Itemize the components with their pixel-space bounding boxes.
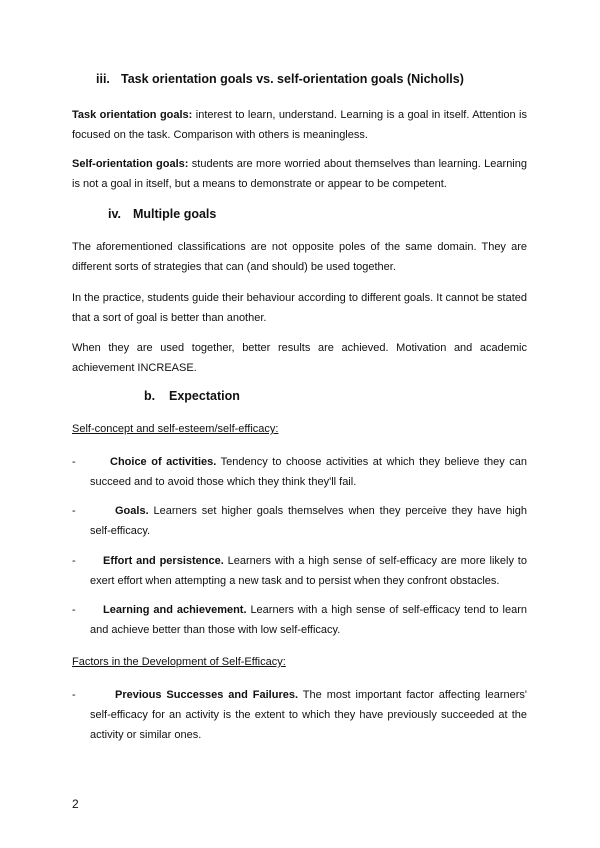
heading-task-vs-self-orientation [96, 72, 464, 86]
list-bullet: - [72, 505, 76, 517]
paragraph-used-together: When they are used together, better results are achieved. Motivation and academic achievement INCREASE. [72, 342, 527, 374]
definition-text: students are more worried about themselves than learning. Learning is not a goal in itself, but a means to demonstrate or appear to be competent. [72, 158, 527, 190]
heading-number: b. [144, 389, 156, 403]
list-item-text: Learners set higher goals themselves when they perceive they have high self-efficacy. [90, 505, 527, 537]
heading-number: iii. [96, 72, 110, 86]
paragraph-task-orientation [72, 105, 527, 145]
page-number: 2 [72, 797, 79, 811]
list-item-text: Learners with a high sense of self-efficacy are more likely to exert effort when attempting a new task and to persist when they confront obstacles. [90, 555, 527, 587]
heading-multiple-goals [108, 207, 216, 221]
list-item-effort-persistence [90, 551, 527, 591]
list-item-term: Goals. [115, 505, 149, 517]
subheading-factors: Factors in the Development of Self-Efficacy: [72, 656, 286, 668]
list-bullet: - [72, 689, 76, 701]
list-item-previous-successes [90, 685, 527, 745]
subheading-self-concept: Self-concept and self-esteem/self-efficacy: [72, 423, 279, 435]
list-item-text: The most important factor affecting learners' self-efficacy for an activity is the extent to which they have previously succeeded at the activity or similar ones. [90, 689, 527, 741]
list-bullet: - [72, 555, 76, 567]
list-bullet: - [72, 604, 76, 616]
heading-text: Task orientation goals vs. self-orientation goals (Nicholls) [121, 72, 464, 86]
paragraph-classifications: The aforementioned classifications are not opposite poles of the same domain. They are different sorts of strategies that can (and should) be used together. [72, 241, 527, 273]
list-item-text: Learners with a high sense of self-efficacy tend to learn and achieve better than those with low self-efficacy. [90, 604, 527, 636]
list-item-term: Learning and achievement. [103, 604, 247, 616]
term-task-orientation: Task orientation goals: [72, 109, 193, 121]
list-item-term: Effort and persistence. [103, 555, 224, 567]
list-item-term: Choice of activities. [110, 456, 217, 468]
list-item-learning-achievement [90, 600, 527, 640]
heading-text: Expectation [169, 389, 240, 403]
list-bullet: - [72, 456, 76, 468]
paragraph-self-orientation [72, 154, 527, 194]
heading-text: Multiple goals [133, 207, 217, 221]
list-item-choice-of-activities [90, 452, 527, 492]
definition-text: interest to learn, understand. Learning is a goal in itself. Attention is focused on the task. Comparison with others is meaningless. [72, 109, 528, 141]
paragraph-in-practice: In the practice, students guide their behaviour according to different goals. It cannot be stated that a sort of goal is better than another. [72, 292, 527, 324]
term-self-orientation: Self-orientation goals: [72, 158, 189, 170]
heading-expectation [144, 389, 240, 403]
list-item-goals [90, 501, 527, 541]
heading-number: iv. [108, 207, 121, 221]
list-item-term: Previous Successes and Failures. [115, 689, 299, 701]
list-item-text: Tendency to choose activities at which they believe they can succeed and to avoid those which they think they'll fail. [90, 456, 528, 488]
